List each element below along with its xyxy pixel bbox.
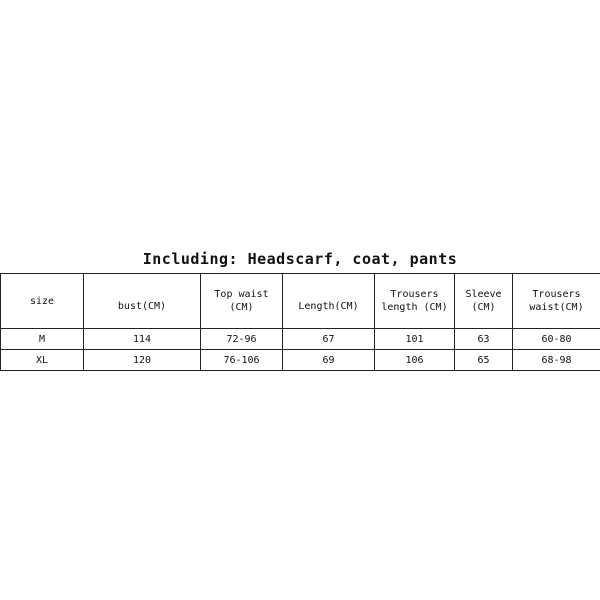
header-size-text: size (29, 295, 55, 307)
table-cell: 63 (455, 329, 513, 350)
table-cell: XL (1, 350, 84, 371)
table-cell: 72-96 (201, 329, 283, 350)
page-title: Including: Headscarf, coat, pants (142, 250, 458, 268)
table-cell: M (1, 329, 84, 350)
table-cell: 65 (455, 350, 513, 371)
table-cell: 69 (283, 350, 375, 371)
header-trousers-waist (513, 274, 600, 329)
table-cell: 120 (84, 350, 201, 371)
header-trousers-length-line2: length (CM) (381, 302, 448, 313)
table-row (1, 350, 600, 371)
header-bust (84, 274, 201, 329)
table-cell: 106 (375, 350, 455, 371)
header-sleeve (455, 274, 513, 329)
table-cell: 76-106 (201, 350, 283, 371)
header-top-waist-line2: (CM) (229, 302, 254, 313)
size-chart-table (0, 273, 600, 371)
header-top-waist (201, 274, 283, 329)
header-trousers-length (375, 274, 455, 329)
header-sleeve-line1: Sleeve (465, 289, 502, 300)
table-row (1, 329, 600, 350)
header-top-waist-line1: Top waist (214, 289, 269, 300)
header-trousers-length-line1: Trousers (390, 289, 439, 300)
table-header-row (1, 274, 600, 329)
header-trousers-waist-line1: Trousers (532, 289, 581, 300)
header-trousers-waist-line2: waist(CM) (529, 302, 584, 313)
header-sleeve-line2: (CM) (471, 302, 496, 313)
table-cell: 114 (84, 329, 201, 350)
header-length-text: Length(CM) (298, 300, 359, 312)
header-length (283, 274, 375, 329)
header-size (1, 274, 84, 329)
header-bust-text: bust(CM) (117, 300, 167, 312)
table-cell: 101 (375, 329, 455, 350)
table-cell: 60-80 (513, 329, 600, 350)
table-cell: 68-98 (513, 350, 600, 371)
table-cell: 67 (283, 329, 375, 350)
